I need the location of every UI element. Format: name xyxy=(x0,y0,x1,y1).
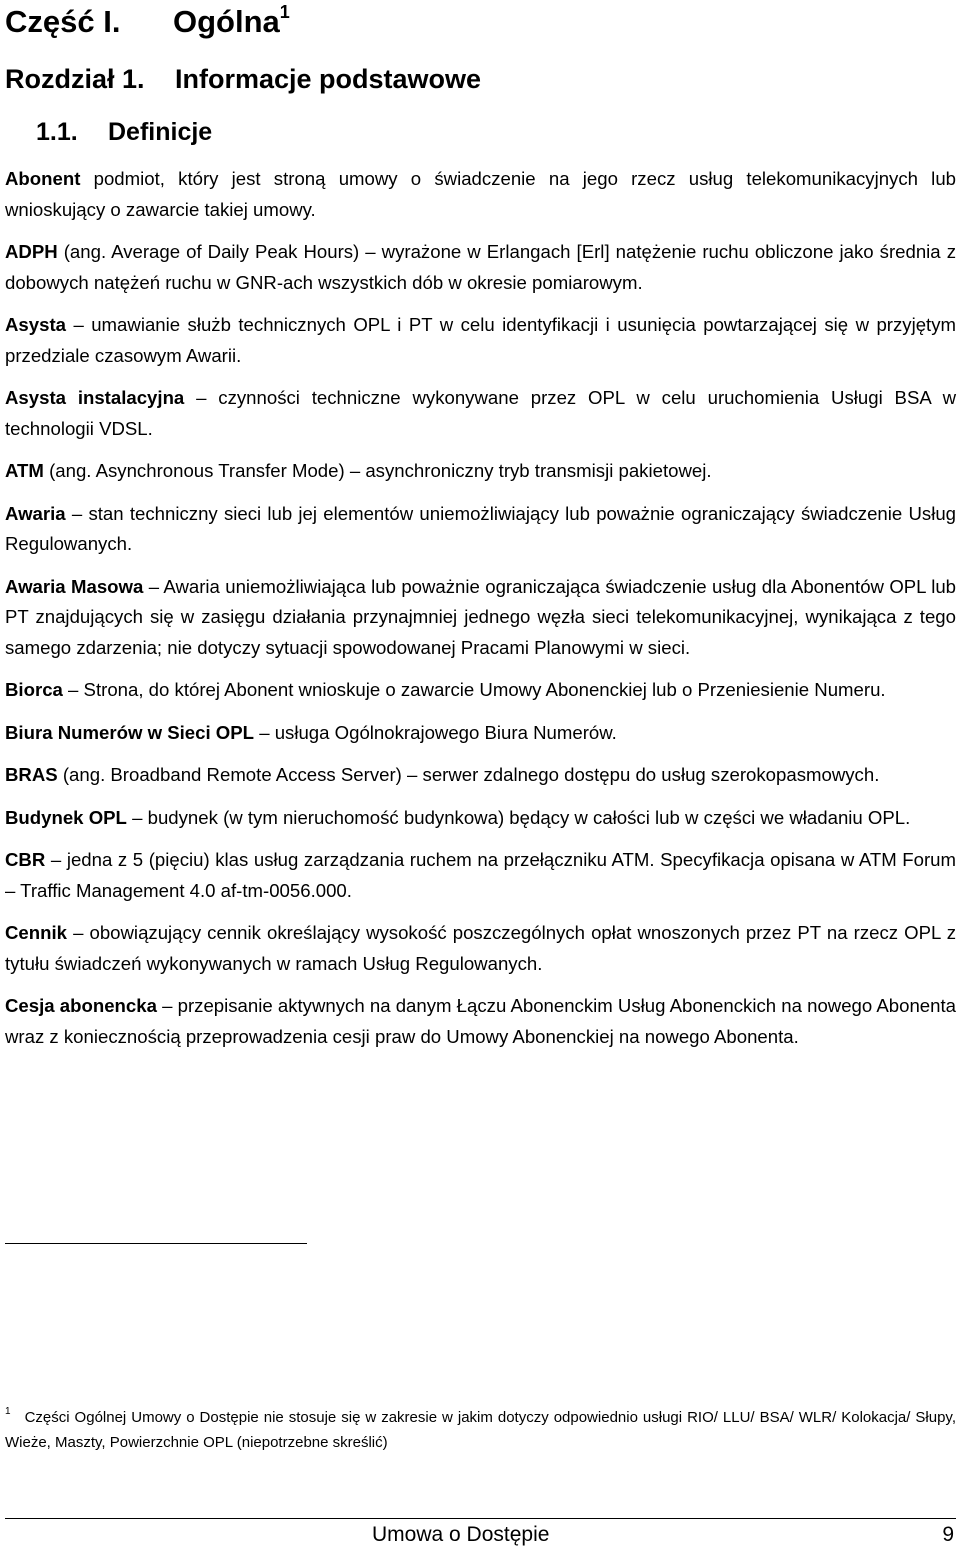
definition-text: – Strona, do której Abonent wnioskuje o zawarcie Umowy Abonenckiej lub o Przeniesienie Numeru. xyxy=(68,679,886,700)
definition-text: – obowiązujący cennik określający wysokość poszczególnych opłat wnoszonych przez PT na rzecz OPL z tytułu świadczeń wykonywanych w ramach Usług Regulowanych. xyxy=(5,922,957,974)
definition xyxy=(5,310,956,371)
definition xyxy=(5,991,956,1052)
footnote-text: Części Ogólnej Umowy o Dostępie nie stosuje się w zakresie w jakim dotyczy odpowiednio usługi RIO/ LLU/ BSA/ WLR/ Kolokacja/ Słupy, Wieże, Maszty, Powierzchnie OPL (niepotrzebne skreślić) xyxy=(5,1409,956,1451)
part-title: Ogólna xyxy=(173,4,280,39)
definition-text: – jedna z 5 (pięciu) klas usług zarządzania ruchem na przełączniku ATM. Specyfikacja opisana w ATM Forum – Traffic Management 4.0 af-tm-0056.000. xyxy=(5,849,956,901)
definition-text: – umawianie służb technicznych OPL i PT w celu identyfikacji i usunięcia powtarzającej się w przyjętym przedziale czasowym Awarii. xyxy=(5,314,957,366)
footnote-marker: 1 xyxy=(5,1406,11,1417)
definition xyxy=(5,237,956,298)
definition xyxy=(5,499,956,560)
definition-term: BRAS xyxy=(5,764,58,785)
section-number: 1.1. xyxy=(36,118,78,146)
footnote-separator xyxy=(5,1243,307,1244)
definition-term: Biorca xyxy=(5,679,63,700)
definition-text: (ang. Broadband Remote Access Server) – serwer zdalnego dostępu do usług szerokopasmowych. xyxy=(62,764,880,785)
definition-term: Awaria Masowa xyxy=(5,575,144,597)
part-heading xyxy=(5,2,290,40)
definition xyxy=(5,845,956,906)
definition-text: – budynek (w tym nieruchomość budynkowa) będący w całości lub w części we władaniu OPL. xyxy=(132,806,911,828)
section-title: Definicje xyxy=(108,118,213,146)
chapter-number: Rozdział 1. xyxy=(5,64,145,94)
footnote-reference[interactable]: 1 xyxy=(279,2,290,22)
definition-term: Asysta instalacyjna xyxy=(5,387,185,408)
definition-text: – przepisanie aktywnych na danym Łączu Abonenckim Usług Abonenckich na nowego Abonenta wraz z koniecznością przeprowadzenia cesji praw do Umowy Abonenckiej na nowego Abonenta. xyxy=(5,995,956,1047)
definition xyxy=(5,760,956,791)
definition-term: Abonent xyxy=(5,168,81,189)
definition-text: – usługa Ogólnokrajowego Biura Numerów. xyxy=(259,721,617,743)
chapter-title: Informacje podstawowe xyxy=(175,64,482,94)
definition-term: Biura Numerów w Sieci OPL xyxy=(5,721,255,743)
definition-term: Cennik xyxy=(5,922,67,943)
definition-term: ATM xyxy=(5,460,44,481)
definition-term: CBR xyxy=(5,849,46,870)
definition-text: (ang. Asynchronous Transfer Mode) – asynchroniczny tryb transmisji pakietowej. xyxy=(49,460,712,481)
definition xyxy=(5,572,956,664)
part-number: Część I. xyxy=(5,4,121,39)
definition-text: (ang. Average of Daily Peak Hours) – wyrażone w Erlangach [Erl] natężenie ruchu obliczone jako średnia z dobowych natężeń ruchu w GNR-ach wszystkich dób w okresie pomiarowym. xyxy=(5,241,956,293)
definition-term: Budynek OPL xyxy=(5,806,127,828)
definition-text: – stan techniczny sieci lub jej elementów uniemożliwiający lub poważnie ograniczający świadczenie Usług Regulowanych. xyxy=(5,502,957,554)
definition xyxy=(5,675,956,706)
definition-term: Cesja abonencka xyxy=(5,995,157,1016)
definitions-list xyxy=(5,164,956,1064)
footer-document-title: Umowa o Dostępie xyxy=(372,1523,550,1546)
definition xyxy=(5,918,956,979)
footnote xyxy=(5,1399,956,1455)
definition xyxy=(5,383,956,444)
page-number: 9 xyxy=(942,1523,954,1546)
definition-text: podmiot, który jest stroną umowy o świadczenie na jego rzecz usług telekomunikacyjnych lub wnioskujący o zawarcie takiej umowy. xyxy=(5,168,956,220)
definition-text: – czynności techniczne wykonywane przez OPL w celu uruchomienia Usługi BSA w technologii VDSL. xyxy=(5,387,956,439)
definition xyxy=(5,456,956,487)
definition-term: ADPH xyxy=(5,241,58,262)
chapter-heading xyxy=(5,64,481,95)
section-heading xyxy=(36,118,212,147)
footer-divider xyxy=(5,1518,956,1519)
definition-text: – Awaria uniemożliwiająca lub poważnie ograniczająca świadczenie usług dla Abonentów OPL lub PT znajdujących się w zasięgu działania przynajmniej jednego węzła sieci telekomunikacyjnej, wynikająca z tego samego zdarzenia; nie dotyczy sytuacji spowodowanej Pracami Planowymi w sieci. xyxy=(5,575,957,658)
definition xyxy=(5,718,956,749)
definition xyxy=(5,164,956,225)
definition xyxy=(5,803,956,834)
definition-term: Awaria xyxy=(5,502,66,524)
definition-term: Asysta xyxy=(5,314,66,335)
